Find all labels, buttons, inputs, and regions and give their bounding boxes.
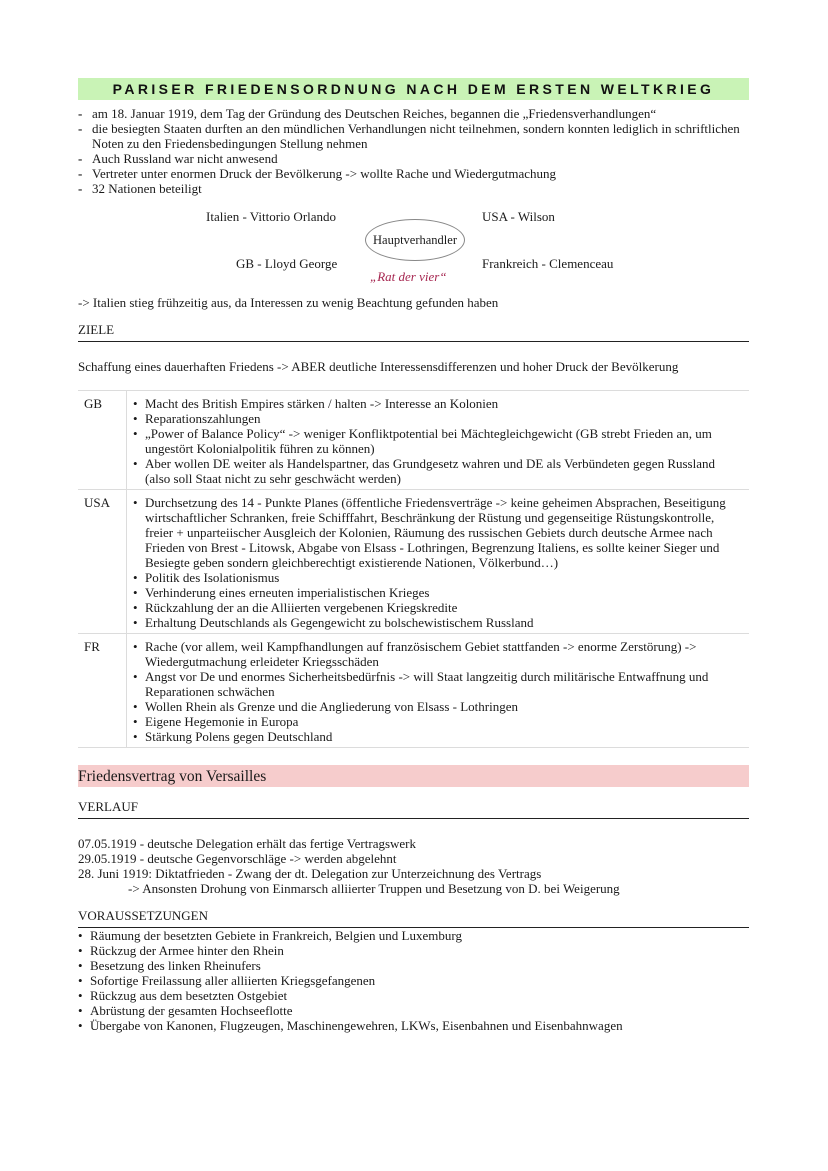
intro-item: - am 18. Januar 1919, dem Tag der Gründung des Deutschen Reiches, begannen die „Friedensverhandlungen“ <box>78 106 749 121</box>
list-item: • Wollen Rhein als Grenze und die Angliederung von Elsass - Lothringen <box>133 699 743 714</box>
country-cell: FR <box>78 634 127 748</box>
list-item: • Erhaltung Deutschlands als Gegengewicht zu bolschewistischem Russland <box>133 615 743 630</box>
goals-cell <box>127 634 750 748</box>
table-row <box>78 634 749 748</box>
section-heading-voraussetzungen: VORAUSSETZUNGEN <box>78 908 749 928</box>
list-item: • Rückzahlung der an die Alliierten vergebenen Kriegskredite <box>133 600 743 615</box>
goals-cell <box>127 490 750 634</box>
diagram-france: Frankreich - Clemenceau <box>482 256 614 271</box>
table-row <box>78 391 749 490</box>
section-heading-ziele: ZIELE <box>78 322 749 342</box>
list-item: • Rückzug der Armee hinter den Rhein <box>78 943 749 958</box>
list-item: • Stärkung Polens gegen Deutschland <box>133 729 743 744</box>
list-item: • Reparationszahlungen <box>133 411 743 426</box>
list-item: • Sofortige Freilassung aller alliierten Kriegsgefangenen <box>78 973 749 988</box>
intro-item: - die besiegten Staaten durften an den mündlichen Verhandlungen nicht teilnehmen, sondern konnten lediglich in schriftlichen Noten zu den Friedensbedingungen Stellung nehmen <box>78 121 749 151</box>
intro-list <box>78 106 749 196</box>
verlauf-list <box>78 836 749 896</box>
list-item: • Angst vor De und enormes Sicherheitsbedürfnis -> will Staat langzeitig durch militärische Entwaffnung und Reparationen schwächen <box>133 669 743 699</box>
document-page <box>78 78 749 1033</box>
table-row <box>78 490 749 634</box>
diagram-italy: Italien - Vittorio Orlando <box>206 209 337 224</box>
list-item: • Durchsetzung des 14 - Punkte Planes (öffentliche Friedensverträge -> keine geheimen Absprachen, Beseitigung wirtschaftlicher Schranken, freie Schifffahrt, Beschränkung der Rüstung und gegenseitige Rüstungskontrolle, freier + unparteiischer Ausgleich der Kolonien, Räumung des russischen Gebiets durch deutsche Armee nach Frieden von Brest - Litowsk, Abgabe von Elsass - Lothringen, Begrenzung Italiens, es sollte keiner Sieger und Besiegte geben sondern gleichberechtigt existierende Nationen, Völkerbund…) <box>133 495 743 570</box>
country-cell: USA <box>78 490 127 634</box>
ziele-summary: Schaffung eines dauerhaften Friedens -> ABER deutliche Interessensdifferenzen und hoher Druck der Bevölkerung <box>78 359 679 374</box>
list-item: • Verhinderung eines erneuten imperialistischen Krieges <box>133 585 743 600</box>
verlauf-item: 07.05.1919 - deutsche Delegation erhält das fertige Vertragswerk <box>78 836 417 851</box>
goals-table <box>78 390 749 748</box>
list-item: • Macht des British Empires stärken / halten -> Interesse an Kolonien <box>133 396 743 411</box>
intro-item: - Vertreter unter enormen Druck der Bevölkerung -> wollte Rache und Wiedergutmachung <box>78 166 749 181</box>
intro-item: - Auch Russland war nicht anwesend <box>78 151 749 166</box>
negotiators-diagram <box>78 203 749 293</box>
list-item: • Übergabe von Kanonen, Flugzeugen, Maschinengewehren, LKWs, Eisenbahnen und Eisenbahnwagen <box>78 1018 749 1033</box>
list-item: • Räumung der besetzten Gebiete in Frankreich, Belgien und Luxemburg <box>78 928 749 943</box>
versailles-title: Friedensvertrag von Versailles <box>78 767 267 785</box>
goals-cell <box>127 391 750 490</box>
diagram-center-label: Hauptverhandler <box>373 232 457 247</box>
list-item: • Eigene Hegemonie in Europa <box>133 714 743 729</box>
title-bar <box>78 78 749 100</box>
diagram-center-ellipse <box>365 219 465 261</box>
voraussetzungen-list <box>78 928 749 1033</box>
list-item: • Politik des Isolationismus <box>133 570 743 585</box>
verlauf-indent-item: -> Ansonsten Drohung von Einmarsch alliierter Truppen und Besetzung von D. bei Weigerung <box>128 881 620 896</box>
diagram-caption: „Rat der vier“ <box>370 269 447 284</box>
diagram-usa: USA - Wilson <box>482 209 555 224</box>
list-item: • Rache (vor allem, weil Kampfhandlungen auf französischem Gebiet stattfanden -> enorme Zerstörung) -> Wiedergutmachung erleideter Kriegsschäden <box>133 639 743 669</box>
intro-item: - 32 Nationen beteiligt <box>78 181 749 196</box>
country-cell: GB <box>78 391 127 490</box>
list-item: • Rückzug aus dem besetzten Ostgebiet <box>78 988 749 1003</box>
list-item: • „Power of Balance Policy“ -> weniger Konfliktpotential bei Mächtegleichgewicht (GB strebt Frieden an, um ungestört Kolonialpolitik führen zu können) <box>133 426 743 456</box>
document-title: PARISER FRIEDENSORDNUNG NACH DEM ERSTEN WELTKRIEG <box>112 80 715 97</box>
list-item: • Besetzung des linken Rheinufers <box>78 958 749 973</box>
list-item: • Abrüstung der gesamten Hochseeflotte <box>78 1003 749 1018</box>
section-heading-verlauf: VERLAUF <box>78 799 749 819</box>
list-item: • Aber wollen DE weiter als Handelspartner, das Grundgesetz wahren und DE als Verbündeten gegen Russland (also soll Staat nicht zu sehr geschwächt werden) <box>133 456 743 486</box>
italy-note: -> Italien stieg frühzeitig aus, da Interessen zu wenig Beachtung gefunden haben <box>78 295 499 310</box>
verlauf-item: 28. Juni 1919: Diktatfrieden - Zwang der dt. Delegation zur Unterzeichnung des Vertrags <box>78 866 542 881</box>
diagram-gb: GB - Lloyd George <box>236 256 338 271</box>
versailles-title-bar <box>78 765 749 787</box>
verlauf-item: 29.05.1919 - deutsche Gegenvorschläge -> werden abgelehnt <box>78 851 397 866</box>
